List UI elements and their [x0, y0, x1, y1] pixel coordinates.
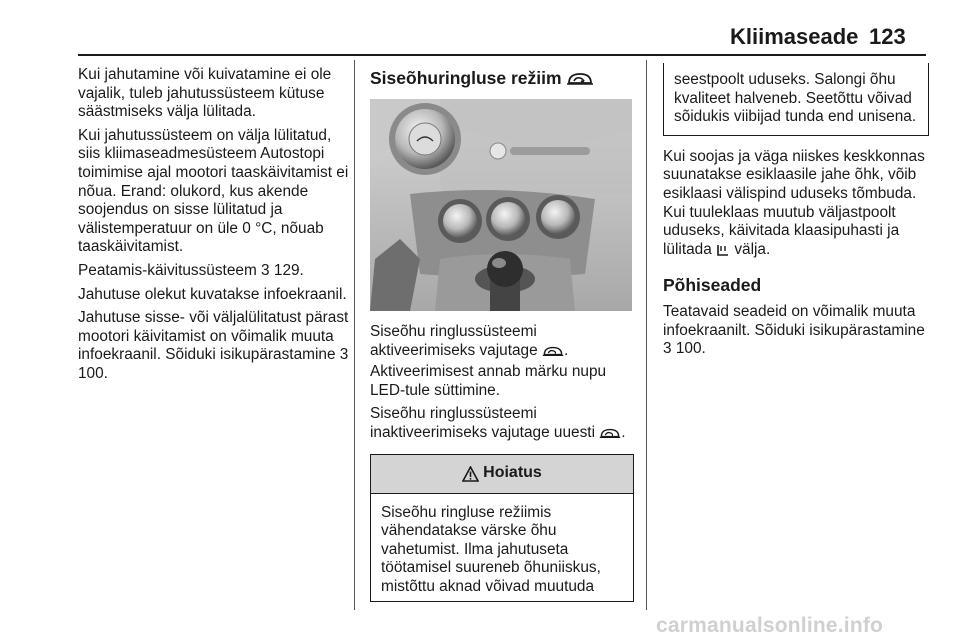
air-recirculation-icon — [566, 71, 594, 91]
paragraph: Kui jahutussüsteem on välja lülitatud, siis kliimaseadmesüsteem Autostopi toimimise ajal mootori taaskäivitamist ei nõua. Erand: olukord, kus akende soojendus on sisse lülitatud ja välistemperatuur on üle 0 °C, nõuab taaskäivitamist. — [78, 126, 349, 256]
paragraph — [370, 323, 634, 400]
column-2 — [370, 66, 634, 602]
warning-triangle-icon — [462, 466, 479, 482]
paragraph-text: Siseõhu ringlussüsteemi inaktiveerimiseks vajutage uuesti — [370, 405, 600, 441]
column-3 — [663, 66, 929, 364]
page-number: 123 — [869, 24, 906, 49]
air-recirculation-icon — [599, 427, 621, 446]
warning-header — [371, 455, 633, 494]
paragraph-text: Peatamis-käivitussüsteem — [78, 261, 262, 279]
header-rule — [78, 54, 926, 56]
watermark: carmanualsonline.info — [656, 614, 884, 637]
column-1 — [78, 66, 352, 389]
warning-body: Siseõhu ringluse režiimis vähendatakse värske õhu vahetumist. Ilma jahutuseta töötamisel suureneb õhuniiskus, mistõttu aknad võivad muutuda — [381, 503, 601, 595]
air-distribution-windscreen-icon — [716, 243, 730, 263]
paragraph-text: Siseõhu ringlussüsteemi aktiveerimiseks vajutage — [370, 323, 542, 359]
section-heading — [370, 68, 634, 91]
air-recirculation-icon — [542, 345, 564, 364]
page-header-title: Kliimaseade — [730, 24, 859, 49]
paragraph — [78, 262, 352, 281]
paragraph — [663, 148, 929, 263]
paragraph: Kui jahutamine või kuivatamine ei ole vajalik, tuleb jahutussüsteem kütuse säästmiseks välja lülitada. — [78, 66, 332, 121]
column-divider-2 — [646, 60, 647, 610]
warning-box — [370, 454, 634, 602]
paragraph — [78, 309, 352, 383]
dashboard-controls-illustration — [370, 99, 632, 311]
warning-title: Hoiatus — [483, 464, 542, 482]
section-heading: Põhiseaded — [663, 275, 762, 296]
paragraph — [370, 405, 634, 445]
page-reference-link[interactable]: 3 100. — [78, 346, 349, 382]
warning-box-continued: seestpoolt uduseks. Salongi õhu kvaliteet halveneb. Seetõttu võivad sõidukis viibijad tunda end unisena. — [663, 63, 929, 136]
paragraph-text: Kui soojas ja väga niiskes keskkonnas suunatakse esiklaasile jahe õhk, võib esiklaasi välispind uduseks tõmbuda. Kui tuuleklaas muutub väljastpoolt uduseks, käivitada klaasipuhasti ja lülitada — [663, 147, 925, 258]
column-divider-1 — [354, 60, 355, 610]
paragraph-text: Teatavaid seadeid on võimalik muuta infoekraanilt. Sõiduki isikupärastamine — [663, 302, 925, 339]
paragraph-text: . — [621, 423, 626, 441]
paragraph: Jahutuse olekut kuvatakse infoekraanil. — [78, 285, 347, 303]
page-reference-link[interactable]: 3 129. — [261, 261, 304, 279]
section-heading-text: Siseõhuringluse režiim — [370, 68, 562, 88]
paragraph-text: . Aktiveerimisest annab märku nupu LED-tule süttimine. — [370, 341, 607, 399]
page-reference-link[interactable]: 3 100. — [663, 340, 706, 358]
paragraph — [663, 303, 929, 359]
paragraph-text: välja. — [730, 240, 771, 258]
paragraph-text: Jahutuse sisse- või väljalülitatust pärast mootori käivitamist on võimalik muuta infoekraanil. Sõiduki isikupärastamine — [78, 309, 349, 364]
